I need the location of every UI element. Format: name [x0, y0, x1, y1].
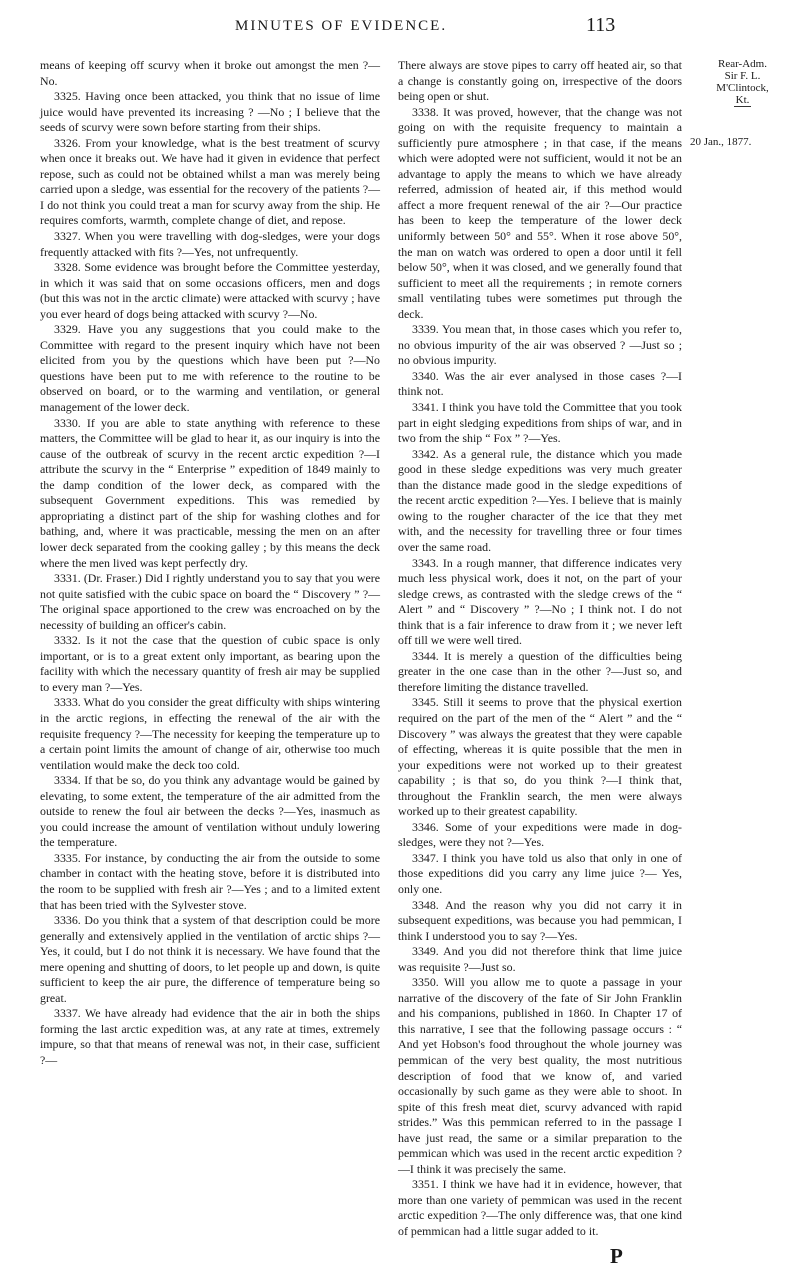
paragraph: 3328. Some evidence was brought before the Committee yesterday, in which it was said that on some occasions officers, men and dogs (but this was not in the arctic climate) were attacked with scurvy ; have you ever heard of dogs being attacked with scurvy ?—No.: [40, 260, 380, 321]
witness-name: M'Clintock,: [716, 82, 769, 94]
paragraph: 3341. I think you have told the Committee that you took part in eight sledging expeditions from ships of war, and in two from the ship “ Fox ” ?—Yes.: [398, 400, 682, 446]
running-head: MINUTES OF EVIDENCE.: [235, 18, 448, 34]
paragraph: 3342. As a general rule, the distance which you made good in these sledge expeditions was very much greater than the distance made good in the sledge expeditions of the recent arctic expedition ?—Yes. I believe that is mainly owing to the rougher character of the ice that they met with, and the necessity for travelling three or four times over the same road.: [398, 446, 682, 554]
paragraph: 3325. Having once been attacked, you think that no issue of lime juice would have prevented its increasing ? —No ; I believe that the seeds of scurvy were sown before starting from their ships.: [40, 89, 380, 135]
paragraph: 3344. It is merely a question of the difficulties being greater in the one case than in the other ?—Just so, and therefore limiting the distance travelled.: [398, 648, 682, 694]
paragraph: 3348. And the reason why you did not carry it in subsequent expeditions, was because you had pemmican, I think I understood you to say ?—Yes.: [398, 897, 682, 943]
witness-rank: Rear-Adm.: [718, 58, 767, 70]
paragraph: 3329. Have you any suggestions that you could make to the Committee with regard to the present inquiry which have not been elicited from you by the questions which have been put ?—No questions have been put to me with reference to the routine to be observed on board, or to the warming and ventilation, or general management of the lower deck.: [40, 322, 380, 415]
witness-date: 20 Jan., 1877.: [690, 136, 752, 148]
witness-title: Sir F. L.: [724, 70, 761, 82]
paragraph: 3347. I think you have told us also that only in one of those expeditions did you carry any lime juice ?— Yes, only one.: [398, 850, 682, 896]
right-column: [398, 58, 682, 1240]
paragraph: 3336. Do you think that a system of that description could be more generally and extensively applied in the ventilation of arctic ships ?—Yes, it could, but I do not think it is necessary. We have found that the mere opening and shutting of doors, to let people up and down, is quite sufficient to keep the air pure, the difference of temperature being so great.: [40, 913, 380, 1005]
left-column: [40, 58, 380, 1069]
paragraph: 3334. If that be so, do you think any advantage would be gained by elevating, to some extent, the temperature of the air admitted from the outside to renew the foul air between the decks ?—Yes, inasmuch as you could increase the amount of ventilation without unduly lowering the temperature.: [40, 773, 380, 850]
paragraph: 3331. (Dr. Fraser.) Did I rightly understand you to say that you were not quite satisfied with the cubic space on board the “ Discovery ” ?—The original space apportioned to the crew was encroached on by the necessity of building an officer's cabin.: [40, 571, 380, 632]
paragraph: 3327. When you were travelling with dog-sledges, were your dogs frequently attacked with fits ?—Yes, not unfrequently.: [40, 229, 380, 259]
page-header: [0, 14, 801, 38]
paragraph: 3330. If you are able to state anything with reference to these matters, the Committee will be glad to hear it, as our inquiry is into the cause of the outbreak of scurvy in the recent arctic expedition ?—I attribute the scurvy in the “ Enterprise ” expedition of 1849 mainly to the damp condition of the lower deck, as compared with the subsequent Government expeditions. This was remedied by appropriating a distinct part of the ship for washing clothes and for bathing, and, where it was practicable, messing the men on an after lower deck separated from the cooking galley ; by this means the deck where the men lived was kept perfectly dry.: [40, 415, 380, 570]
paragraph: 3338. It was proved, however, that the change was not going on with the requisite frequency to maintain a sufficiently pure atmosphere ; in that case, if the means which were adopted were not sufficient, would it not be an advantage to apply the means to which we have already referred, admission of heated air, if this method would affect a more frequent renewal of the air ?—Our practice has been to keep the temperature of the lower deck uniformly between 50° and 55°. When it rose above 50°, the man on watch was ordered to open a door until it fell below 50°, when it was closed, and we generally found that sufficient to meet all the requirements ; in remote corners small ventilating tubes were sometimes put through the deck.: [398, 104, 682, 321]
paragraph: 3340. Was the air ever analysed in those cases ?—I think not.: [398, 368, 682, 399]
paragraph: 3346. Some of your expeditions were made in dog-sledges, were they not ?—Yes.: [398, 819, 682, 850]
paragraph: There always are stove pipes to carry off heated air, so that a change is constantly going on, irrespective of the doors being open or shut.: [398, 58, 682, 104]
page-number: 113: [586, 14, 616, 36]
paragraph: 3339. You mean that, in those cases which you refer to, no obvious impurity of the air was observed ? —Just so ; no obvious impurity.: [398, 322, 682, 368]
paragraph: 3326. From your knowledge, what is the best treatment of scurvy when once it breaks out. We have had it given in evidence that perfect repose, such as could not be obtained whilst a man was merely being carried upon a sledge, was essential for the recovery of the patients ?—I do not think you could treat a man for scurvy away from the ship. He requires comforts, warmth, complete change of diet, and repose.: [40, 135, 380, 228]
paragraph: 3343. In a rough manner, that difference indicates very much less physical work, does it not, on the part of your sledge crews, as contrasted with the sledge crews of the “ Alert ” and “ Discovery ” ?—No ; I think not. I do not think that is a fair inference to draw from it ; we never left off till we were well tired.: [398, 555, 682, 648]
paragraph: 3350. Will you allow me to quote a passage in your narrative of the discovery of the fate of Sir John Franklin and his companions, published in 1860. In Chapter 17 of this narrative, I see that the following passage occurs : “ And yet Hobson's food throughout the whole journey was pemmican of the very best quality, the most nutritious description of food that we know of, and varied occasionally by such game as they were able to shoot. In spite of this fresh meat diet, scurvy advanced with rapid strides.” Was this pemmican referred to in the passage I have just read, the same or a similar preparation to the pemmican which was used in the recent arctic expedition ?—I think it was precisely the same.: [398, 975, 682, 1176]
witness-honour: Kt.: [735, 94, 750, 106]
paragraph: means of keeping off scurvy when it broke out amongst the men ?—No.: [40, 58, 380, 88]
paragraph: 3335. For instance, by conducting the air from the outside to some chamber in contact with the heating stove, before it is distributed into the room to be supplied with fresh air ?—Yes ; and to a limited extent that has been tried with the Sylvester stove.: [40, 850, 380, 912]
paragraph: 3337. We have already had evidence that the air in both the ships forming the last arctic expedition was, at any rate at times, extremely impure, so that that means of renewal was not, in their case, sufficient ?—: [40, 1006, 380, 1067]
paragraph: 3351. I think we have had it in evidence, however, that more than one variety of pemmican was used in the recent arctic expedition ?—The only difference was, that one kind of pemmican had a little sugar added to it.: [398, 1177, 682, 1239]
paragraph: 3333. What do you consider the great difficulty with ships wintering in the arctic regions, in effecting the renewal of the air with the requisite frequency ?—The necessity for keeping the temperature up to a certain point limits the amount of change of air, otherwise too much ventilation would make the deck too cold.: [40, 695, 380, 772]
witness-margin-note: [690, 58, 795, 107]
paragraph: 3349. And you did not therefore think that lime juice was requisite ?—Just so.: [398, 944, 682, 974]
signature-mark: P: [610, 1244, 623, 1268]
paragraph: 3332. Is it not the case that the question of cubic space is only important, or is to a great extent only important, as bearing upon the facility with which the necessary quantity of fresh air may be supplied to every man ?—Yes.: [40, 633, 380, 694]
paragraph: 3345. Still it seems to prove that the physical exertion required on the part of the men of the “ Alert ” and the “ Discovery ” was always the greatest that they were capable of effecting, whereas it is quite possible that the men in your expeditions were not worked up to their greatest capability ; is that so, do you think ?—I think that, throughout the Franklin search, the men were always worked up to their greatest capability.: [398, 695, 682, 819]
